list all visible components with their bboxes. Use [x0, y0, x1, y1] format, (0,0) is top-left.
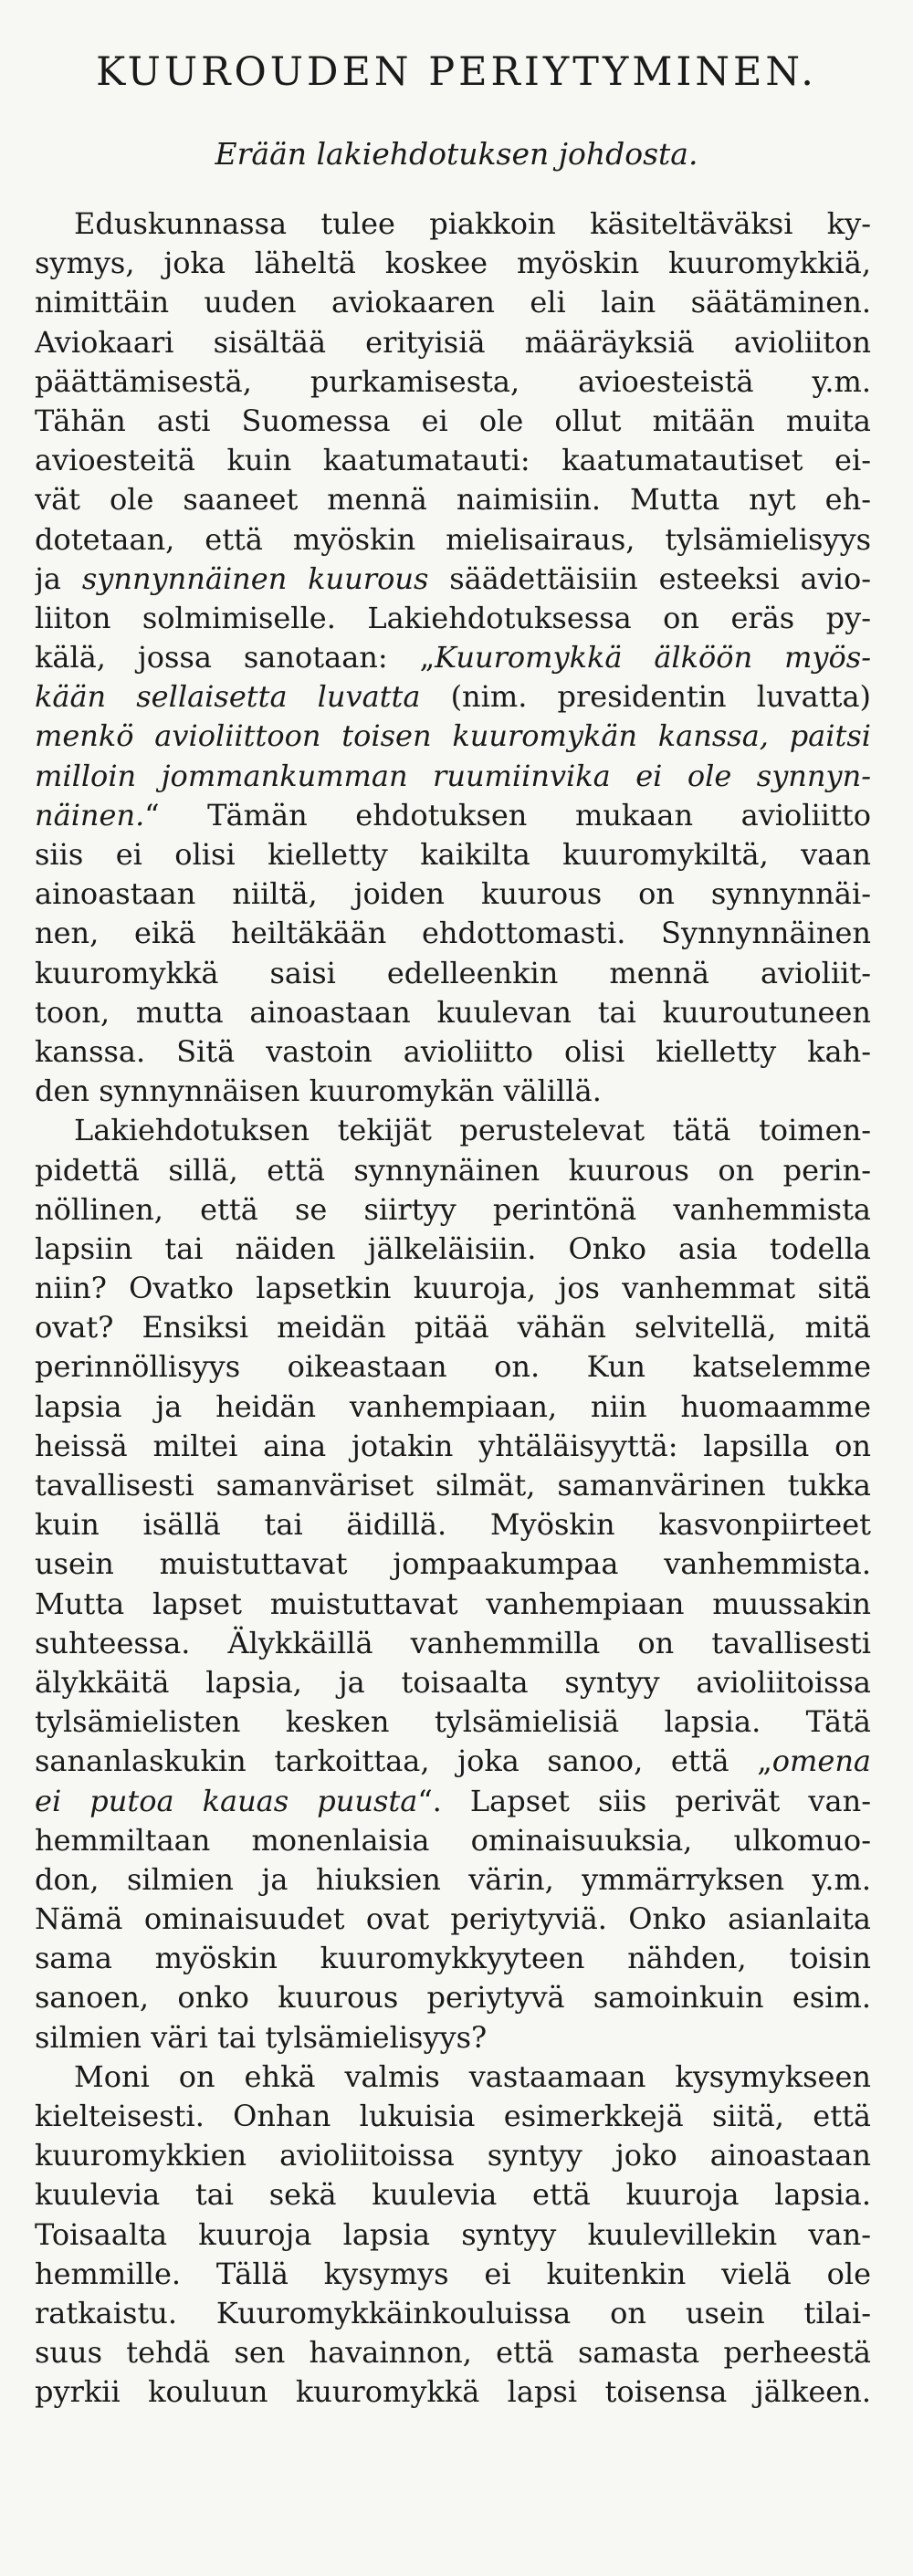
- text-segment: Aviokaari sisältää erityisiä määräyksiä avioliiton: [35, 324, 871, 360]
- text-line: [35, 2255, 871, 2294]
- text-line: [35, 2097, 871, 2136]
- text-line: [35, 402, 871, 441]
- italic-text: näinen.: [35, 797, 145, 832]
- text-segment: Lakiehdotuksen tekijät perustelevat tätä toimen-: [74, 1113, 871, 1148]
- text-segment: niin? Ovatko lapsetkin kuuroja, jos vanhemmat sitä: [35, 1271, 871, 1306]
- text-line: [35, 1269, 871, 1308]
- text-line: [35, 599, 871, 638]
- text-segment: suhteessa. Älykkäillä vanhemmilla on tavallisesti: [35, 1625, 871, 1660]
- text-line: [35, 1939, 871, 1978]
- text-line: [35, 2294, 871, 2333]
- text-segment: symys, joka läheltä koskee myöskin kuuromykkiä,: [35, 246, 871, 281]
- article-body: [35, 204, 871, 2413]
- text-line: [35, 1230, 871, 1269]
- text-segment: hemmille. Tällä kysymys ei kuitenkin vielä ole: [35, 2256, 871, 2291]
- text-line: [35, 283, 871, 322]
- text-segment: perinnöllisyys oikeastaan on. Kun katselemme: [35, 1349, 871, 1385]
- text-segment: liiton solmimiselle. Lakiehdotuksessa on eräs py-: [35, 600, 871, 635]
- text-segment: nöllinen, että se siirtyy perintönä vanhemmista: [35, 1191, 871, 1227]
- text-segment: (nim. presidentin luvatta): [420, 679, 871, 715]
- text-segment: hemmiltaan monenlaisia ominaisuuksia, ulkomuo-: [35, 1822, 871, 1858]
- text-segment: pyrkii kouluun kuuromykkä lapsi toisensa jälkeen.: [35, 2374, 871, 2410]
- text-segment: usein muistuttavat jompaakumpaa vanhemmista.: [35, 1546, 871, 1582]
- text-line: [35, 1072, 871, 1111]
- text-line: [35, 520, 871, 560]
- text-line: [35, 244, 871, 283]
- text-line: [35, 1387, 871, 1427]
- text-line: [35, 1505, 871, 1545]
- text-segment: päättämisestä, purkamisesta, avioesteistä y.m.: [35, 363, 871, 399]
- text-segment: Nämä ominaisuudet ovat periytyviä. Onko asianlaita: [35, 1901, 871, 1937]
- paragraph: [35, 204, 871, 1111]
- text-segment: Toisaalta kuuroja lapsia syntyy kuulevillekin van-: [35, 2216, 871, 2252]
- text-line: [35, 1624, 871, 1663]
- text-line: [35, 2058, 871, 2097]
- italic-text: menkö avioliittoon toisen kuuromykän kanssa, paitsi: [35, 718, 871, 754]
- text-segment: kielteisesti. Onhan lukuisia esimerkkejä siitä, että: [35, 2099, 871, 2133]
- italic-text: synnynnäinen kuurous: [81, 560, 429, 596]
- italic-text: ei putoa kauas puusta: [35, 1783, 418, 1818]
- text-segment: “ Tämän ehdotuksen mukaan avioliitto: [144, 797, 871, 832]
- text-segment: lapsiin tai näiden jälkeläisiin. Onko asia todella: [35, 1230, 871, 1266]
- text-line: [35, 480, 871, 519]
- text-line: [35, 954, 871, 993]
- paragraph: [35, 2058, 871, 2413]
- text-line: [35, 1663, 871, 1702]
- text-segment: kanssa. Sitä vastoin avioliitto olisi kielletty kah-: [35, 1033, 871, 1069]
- text-segment: ratkaistu. Kuuromykkäinkouluissa on usein tilai-: [35, 2295, 871, 2330]
- text-segment: dotetaan, että myöskin mielisairaus, tylsämielisyys: [35, 521, 871, 557]
- text-line: [35, 1742, 871, 1781]
- text-line: [35, 1151, 871, 1190]
- text-segment: tylsämielisten kesken tylsämielisiä lapsia. Tätä: [35, 1704, 871, 1740]
- text-line: [35, 2136, 871, 2175]
- text-line: [35, 1978, 871, 2017]
- text-line: [35, 677, 871, 717]
- text-line: [35, 2372, 871, 2412]
- text-segment: ainoastaan niiltä, joiden kuurous on synnynnäi-: [35, 876, 871, 912]
- article-title: KUUROUDEN PERIYTYMINEN.: [96, 49, 817, 95]
- text-segment: Moni on ehkä valmis vastaamaan kysymykseen: [74, 2058, 871, 2094]
- text-line: [35, 1347, 871, 1387]
- text-line: [35, 1466, 871, 1505]
- text-line: [35, 914, 871, 953]
- text-segment: sananlaskukin tarkoittaa, joka sanoo, että „: [35, 1744, 772, 1779]
- text-line: [35, 560, 871, 599]
- text-segment: sanoen, onko kuurous periytyvä samoinkuin esim.: [35, 1980, 871, 2016]
- text-line: [35, 1427, 871, 1466]
- text-segment: kuin isällä tai äidillä. Myöskin kasvonpiirteet: [35, 1507, 871, 1543]
- text-line: [35, 2333, 871, 2372]
- text-segment: säädettäisiin esteeksi avio-: [428, 560, 871, 596]
- text-line: [35, 2175, 871, 2215]
- text-segment: kuulevia tai sekä kuulevia että kuuroja lapsia.: [35, 2177, 871, 2213]
- text-line: [35, 323, 871, 362]
- text-segment: tavallisesti samanväriset silmät, samanvärinen tukka: [35, 1468, 871, 1503]
- text-line: [35, 1821, 871, 1860]
- text-segment: kuuromykkä saisi edelleenkin mennä avioliit-: [35, 955, 871, 990]
- text-line: [35, 835, 871, 874]
- text-line: [35, 441, 871, 480]
- text-line: [35, 2018, 871, 2058]
- text-segment: den synnynnäisen kuuromykän välillä.: [35, 1073, 602, 1109]
- text-line: [35, 1702, 871, 1742]
- text-line: [35, 1585, 871, 1624]
- italic-text: Kuuromykkä älköön myös-: [435, 640, 871, 675]
- text-line: [35, 1782, 871, 1821]
- italic-text: milloin jommankumman ruumiinvika ei ole synnyn-: [35, 758, 871, 793]
- text-line: [35, 1545, 871, 1584]
- article-subtitle: Erään lakiehdotuksen johdosta.: [215, 136, 698, 172]
- text-line: [35, 204, 871, 244]
- text-segment: vät ole saaneet mennä naimisiin. Mutta nyt eh-: [35, 482, 871, 518]
- text-line: [35, 993, 871, 1032]
- text-line: [35, 1111, 871, 1150]
- text-segment: “. Lapset siis perivät van-: [417, 1783, 871, 1818]
- text-line: [35, 1860, 871, 1900]
- text-segment: don, silmien ja hiuksien värin, ymmärryksen y.m.: [35, 1861, 871, 1897]
- text-segment: toon, mutta ainoastaan kuulevan tai kuuroutuneen: [35, 994, 871, 1030]
- text-line: [35, 1900, 871, 1939]
- text-line: [35, 1308, 871, 1347]
- text-segment: sama myöskin kuuromykkyyteen nähden, toisin: [35, 1941, 871, 1976]
- text-segment: lapsia ja heidän vanhempiaan, niin huomaamme: [35, 1388, 871, 1424]
- text-segment: Eduskunnassa tulee piakkoin käsiteltäväksi ky-: [74, 206, 871, 241]
- text-segment: silmien väri tai tylsämielisyys?: [35, 2019, 488, 2055]
- text-segment: kälä, jossa sanotaan: „: [35, 640, 436, 675]
- text-line: [35, 757, 871, 796]
- italic-text: omena: [771, 1744, 871, 1779]
- text-line: [35, 362, 871, 402]
- text-segment: nimittäin uuden aviokaaren eli lain säätäminen.: [35, 285, 871, 320]
- text-segment: Mutta lapset muistuttavat vanhempiaan muussakin: [35, 1586, 871, 1621]
- text-line: [35, 1190, 871, 1230]
- text-segment: avioesteitä kuin kaatumatauti: kaatumatautiset ei-: [35, 443, 871, 478]
- text-segment: nen, eikä heiltäkään ehdottomasti. Synnynnäinen: [35, 916, 871, 951]
- text-line: [35, 638, 871, 677]
- text-line: [35, 1032, 871, 1072]
- text-line: [35, 874, 871, 914]
- italic-text: kään sellaisetta luvatta: [35, 679, 421, 715]
- paragraph: [35, 1111, 871, 2058]
- text-line: [35, 2215, 871, 2255]
- text-segment: siis ei olisi kielletty kaikilta kuuromykiltä, vaan: [35, 837, 871, 872]
- text-segment: kuuromykkien avioliitoissa syntyy joko ainoastaan: [35, 2138, 871, 2173]
- text-segment: ovat? Ensiksi meidän pitää vähän selvitellä, mitä: [35, 1310, 871, 1346]
- text-segment: Tähän asti Suomessa ei ole ollut mitään muita: [35, 403, 871, 438]
- text-segment: älykkäitä lapsia, ja toisaalta syntyy avioliitoissa: [35, 1664, 871, 1700]
- text-segment: suus tehdä sen havainnon, että samasta perheestä: [35, 2335, 871, 2371]
- text-line: [35, 717, 871, 756]
- text-segment: ja: [35, 560, 82, 596]
- text-segment: pidettä sillä, että synnynäinen kuurous on perin-: [35, 1152, 871, 1188]
- text-segment: heissä miltei aina jotakin yhtäläisyyttä: lapsilla on: [35, 1428, 871, 1463]
- text-line: [35, 796, 871, 835]
